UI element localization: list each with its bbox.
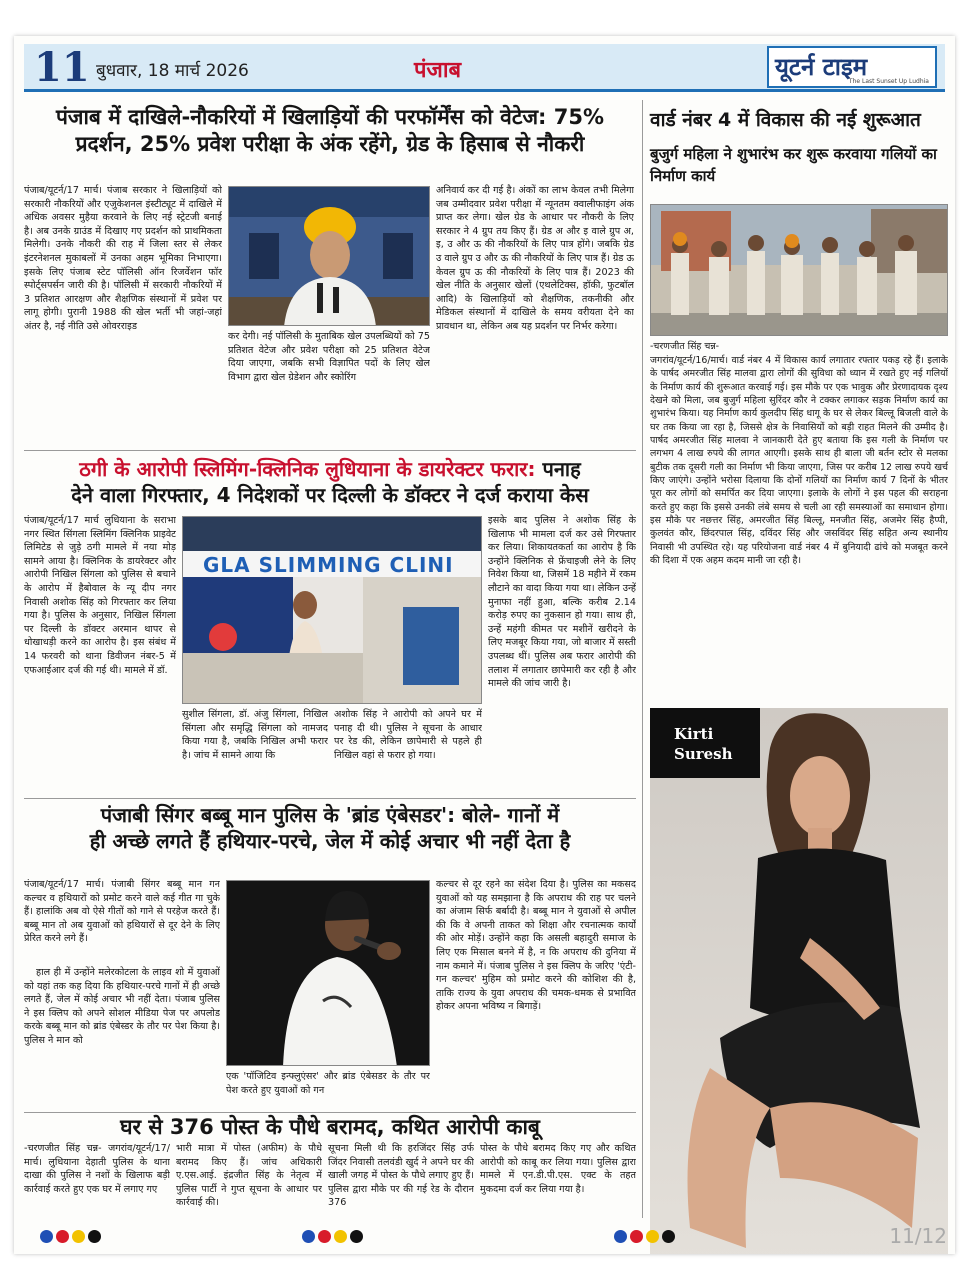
story3-column-3: कल्चर से दूर रहने का संदेश दिया है। पुलिस का मकसद युवाओं को यह समझाना है कि अपराध की राह पर चलने का अंजाम सिर्फ बर्बादी है। बब्बू मान ने युवाओं से अपील की कि वे अपनी ताकत को शिक्षा और रचनात्मक कार्यों की ओर मोड़ें। उन्होंने कहा कि असली बहादुरी समाज के लिए एक मिसाल बनने में है, न कि अपराध की दुनिया में नाम कमाने में। पंजाब पुलिस ने इस क्लिप के जरिए 'एंटी-गन कल्चर' मुहिम को प्रमोट करने की कोशिश की है, ताकि राज्य के युवा अपराध की चमक-धमक से प्रभावित होकर अपना भविष्य न बिगाड़ें। — [436, 879, 636, 1013]
story1-headline — [24, 104, 636, 159]
clinic-sign-text: GLA SLIMMING CLINI — [203, 553, 454, 577]
story2-photo-clinic — [182, 516, 482, 704]
footer-color-dots — [40, 1230, 101, 1243]
story2-column-3: अशोक सिंह ने आरोपी को अपने घर में पनाह दी थी। पुलिस ने सूचना के आधार पर रेड की, लेकिन छापेमारी से पहले ही निखिल वहां से फरार हो गया। — [334, 709, 482, 761]
footer-color-dots — [302, 1230, 363, 1243]
story1-column-2: कर देगी। नई पॉलिसी के मुताबिक खेल उपलब्धियों को 75 प्रतिशत वेटेज और प्रवेश परीक्षा को 25 प्रतिशत वेटेज दिया जाएगा, जबकि सभी विज्ञापित पदों के लिए खेल विभाग द्वारा खेल ग्रेडेशन और स्कोरिंग — [228, 331, 430, 383]
story2-headline — [24, 456, 636, 508]
color-dot — [40, 1230, 53, 1243]
color-dot — [334, 1230, 347, 1243]
story-divider — [24, 450, 636, 451]
sidebar-headline: वार्ड नंबर 4 में विकास की नई शुरूआत — [650, 109, 921, 131]
story2-column-4: इसके बाद पुलिस ने अशोक सिंह के खिलाफ भी मामला दर्ज कर उसे गिरफ्तार कर लिया। शिकायतकर्ता का आरोप है कि उन्होंने क्लिनिक से फ्रेंचाइजी लेने के लिए निवेश किया था, जिसमें 18 महीने में रकम लौटाने का वादा किया गया था। लेकिन उन्हें मुनाफा नहीं हुआ, बल्कि करीब 2.14 करोड़ रुपए का नुकसान हो गया। साथ ही, उन्हें महंगी कीमत पर मशीनें खरीदने के लिए मजबूर किया गया, जो बाजार में सस्ती उपलब्ध थीं। पुलिस अब फरार आरोपी की तलाश में लगातार छापेमारी कर रही है और मामले की जांच जारी है। — [488, 515, 636, 690]
story2-column-1: पंजाब/यूटर्न/17 मार्च लुधियाना के सराभा नगर स्थित सिंगला स्लिमिंग क्लिनिक प्राइवेट लिमिटेड से जुड़े ठगी मामले में नया मोड़ सामने आया है। क्लिनिक के डायरेक्टर और आरोपी निखिल सिंगला को पुलिस से बचाने के आरोप में हैबोवाल के न्यू दीप नगर निवासी अशोक सिंह को गिरफ्तार कर लिया गया है। पुलिस के अनुसार, निखिल सिंगला पर दिल्ली के डॉक्टर अरमान थापर से धोखाधड़ी करने का आरोप है। इस संबंध में 14 फरवरी को थाना डिवीजन नंबर-5 में एफआईआर दर्ज की गई थी। मामले में डॉ. — [24, 515, 176, 676]
story4-headline: घर से 376 पोस्त के पौधे बरामद, कथित आरोपी काबू — [120, 1115, 540, 1139]
clinic-illustration — [183, 517, 482, 704]
story-divider — [24, 1112, 636, 1113]
story3-headline-line2: ही अच्छे लगते हैं हथियार-परचे, जेल में कोई अचार भी नहीं देता है — [89, 829, 571, 853]
page-number: 11 — [34, 44, 90, 91]
singer-illustration — [227, 881, 430, 1066]
story3-column-1a: पंजाब/यूटर्न/17 मार्च। पंजाबी सिंगर बब्बू मान गन कल्चर व हथियारों को प्रमोट करने वाले कई गीत गा चुके हैं। हालांकि अब वो ऐसे गीतों को गाने से परहेज करते हैं। बब्बू मान तो अब युवाओं को हथियारों से दूर देने के लिए प्रेरित करने लगे हैं। — [24, 879, 220, 945]
newspaper-page — [14, 36, 955, 1254]
page-indicator: 11/12 — [889, 1224, 947, 1248]
story1-photo-press-conference — [228, 186, 430, 326]
sidebar-byline: -चरणजीत सिंह चन्न- — [650, 341, 720, 352]
story-divider — [24, 798, 636, 799]
column-divider — [642, 100, 643, 1218]
color-dot — [662, 1230, 675, 1243]
story4-column-2: भारी मात्रा में पोस्त (अफीम) के पौधे बरामद किए हैं। जांच अधिकारी ए.एस.आई. इंद्रजीत सिंह के नेतृत्व में पुलिस पार्टी ने गुप्त सूचना के आधार पर कार्रवाई की। — [176, 1143, 322, 1209]
ward-residents-illustration — [651, 205, 948, 336]
color-dot — [72, 1230, 85, 1243]
story3-headline — [24, 802, 636, 854]
color-dot — [318, 1230, 331, 1243]
story4-column-1: -चरणजीत सिंह चन्न- जगरांव/यूटर्न/17/मार्च। लुधियाना देहाती पुलिस के थाना दाखा की पुलिस ने नशों के खिलाफ बड़ी कार्रवाई करते हुए एक घर में लगाए गए — [24, 1143, 170, 1195]
story1-headline-line2: प्रदर्शन, 25% प्रवेश परीक्षा के अंक रहेंगे, ग्रेड के हिसाब से नौकरी — [75, 132, 585, 157]
footer-color-dots — [614, 1230, 675, 1243]
feature-label-line2: Suresh — [674, 745, 733, 764]
brand-tagline: The Last Sunset Up Ludhia — [848, 78, 929, 85]
color-dot — [350, 1230, 363, 1243]
color-dot — [88, 1230, 101, 1243]
masthead — [24, 44, 945, 92]
story4-column-4: पोस्त के पौधे बरामद किए गए और कथित आरोपी को काबू कर लिया गया। पुलिस द्वारा मामले में एन.डी.पी.एस. एक्ट के तहत मुकदमा दर्ज कर लिया गया है। — [480, 1143, 636, 1195]
story3-photo-singer — [226, 880, 430, 1066]
brand-name: यूटर्न टाइम — [775, 53, 868, 81]
story2-headline-line1b: पनाह — [542, 457, 581, 481]
story2-column-2: सुशील सिंगला, डॉ. अंजु सिंगला, निखिल सिंगला और समृद्धि सिंगला को नामजद किया गया है, जबकि निखिल अभी फरार है। जांच में सामने आया कि — [182, 709, 328, 761]
story3-column-1b: हाल ही में उन्होंने मलेरकोटला के लाइव शो में युवाओं को यहां तक कह दिया कि हथियार-परचे गानों में ही अच्छे लगते हैं, जेल में कोई अचार भी नहीं देता। पंजाब पुलिस ने इस क्लिप को अपने सोशल मीडिया पेज पर अपलोड करके बब्बू मान को ब्रांड एंबेस्डर के तौर पर पेश किया है। पुलिस ने मान को — [24, 967, 220, 1047]
story3-headline-line1: पंजाबी सिंगर बब्बू मान पुलिस के 'ब्रांड एंबेसडर': बोले- गानों में — [100, 803, 560, 827]
section-title: पंजाब — [414, 58, 462, 83]
story3-column-2: एक 'पॉजिटिव इन्फ्लुएंसर' और ब्रांड एंबेसडर के तौर पर पेश करते हुए युवाओं को गन — [226, 1071, 430, 1096]
color-dot — [646, 1230, 659, 1243]
color-dot — [614, 1230, 627, 1243]
sidebar-photo-ward-residents — [650, 204, 948, 336]
story2-headline-line1: ठगी के आरोपी स्लिमिंग-क्लिनिक लुधियाना के डायरेक्टर फरार: — [79, 457, 536, 481]
brand-logo — [767, 46, 937, 88]
issue-date: बुधवार, 18 मार्च 2026 — [96, 61, 249, 81]
color-dot — [630, 1230, 643, 1243]
feature-label-line1: Kirti — [674, 725, 714, 743]
story2-headline-line2: देने वाला गिरफ्तार, 4 निदेशकों पर दिल्ली के डॉक्टर ने दर्ज कराया केस — [71, 483, 589, 507]
color-dot — [56, 1230, 69, 1243]
story1-headline-line1: पंजाब में दाखिले-नौकरियों में खिलाड़ियों की परफॉर्मेंस को वेटेज: 75% — [55, 105, 604, 129]
story2-headline-line1-wrap — [24, 456, 636, 482]
press-conference-illustration — [229, 187, 430, 326]
story1-column-1: पंजाब/यूटर्न/17 मार्च। पंजाब सरकार ने खिलाड़ियों को सरकारी नौकरियों और एजुकेशनल इंस्टीट्यूट में दाखिले में अधिक अवसर मुहैया करवाने के लिए नई स्ट्रेटजी बनाई है। अब उनके ग्राउंड में दिखाए गए प्रदर्शन को प्राथमिकता मिलेगी। उनके नौकरी की राह में जिला स्तर से लेकर इंटरनेशनल मुकाबलों में उनका अहम भूमिका निभाएगा। इसके लिए पंजाब स्टेट पॉलिसी ऑन रिजर्वेशन फॉर स्पोर्ट्सपर्सन जारी की है। पॉलिसी में सरकारी नौकरियों में 3 प्रतिशत आरक्षण और शैक्षणिक संस्थानों में प्रवेश पर लागू होगी। पुरानी 1988 की खेल भर्ती भी जहां-जहां अंतर है, नई नीति उसे ओवरराइड — [24, 185, 222, 333]
sidebar-body: जगरांव/यूटर्न/16/मार्च। वार्ड नंबर 4 में विकास कार्य लगातार रफ्तार पकड़ रहे हैं। इलाके के पार्षद अमरजीत सिंह मालवा द्वारा लोगों की सुविधा को ध्यान में रखते हुए नई गलियों के निर्माण कार्य की शुरूआत करवाई गई। इस मौके पर एक भावुक और प्रेरणादायक दृश्य देखने को मिला, जब बुजुर्ग महिला सुरिंदर कौर ने टक्कर लगाकर सड़क निर्माण कार्य का शुभारंभ किया। यह निर्माण कार्य कुलदीप सिंह धागू के घर से लेकर बिल्लू बिजली वाले के घर तक किया जा रहा है, जिससे क्षेत्र के निवासियों को बड़ी राहत मिलने की उम्मीद है। पार्षद अमरजीत सिंह मालवा ने जानकारी देते हुए बताया कि इस गली के निर्माण पर लगभग 4 लाख रुपये की लागत आएगी। इसके साथ ही बाला जी बर्तन स्टोर से मलका बुटीक तक दूसरी गली का निर्माण भी किया जाएगा, जिस पर करीब 12 लाख रुपये खर्च किए जाएंगे। उन्होंने भरोसा दिलाया कि दोनों गलियों का निर्माण कार्य 7 दिनों के भीतर पूरा कर लोगों को समर्पित कर दिया जाएगा। इलाके के लोगों ने इस पहल की सराहना करते हुए कहा कि इससे उनकी लंबे समय से चली आ रही समस्याओं का समाधान होगा। इस मौके पर नछत्तर सिंह, अमरजीत सिंह बिल्लू, मनजीत सिंह, अजमेर सिंह हैप्पी, कुलवंत कौर, छिंदरपाल सिंह, दविंदर सिंह और जसविंदर सिंह सहित अन्य स्थानीय निवासी भी उपस्थित रहे। यह परियोजना वार्ड नंबर 4 में बुनियादी ढांचे को मजबूत करने की दिशा में एक अहम कदम मानी जा रही है। — [650, 355, 948, 567]
story1-column-3: अनिवार्य कर दी गई है। अंकों का लाभ केवल तभी मिलेगा जब उम्मीदवार प्रवेश परीक्षा में न्यूनतम क्वालीफाइंग अंक प्राप्त कर लेगा। खेल ग्रेड के आधार पर नौकरी के लिए सरकार ने 4 ग्रुप तय किए हैं। ग्रेड अ और इ वाले ग्रुप अ, इ, उ और ऊ की नौकरियों के लिए पात्र होंगे। जबकि ग्रेड उ वाले ग्रुप उ और ऊ की नौकरियों के लिए पात्र हैं। ग्रेड ऊ केवल ग्रुप ऊ की नौकरियों के लिए पात्र हैं। 2023 की खेल नीति के अनुसार खेलों (एथलेटिक्स, हॉकी, फुटबॉल आदि) के खिलाड़ियों को शैक्षणिक, तकनीकी और मेडिकल संस्थानों में दाखिले के समय वरीयता देने का प्रावधान था, लेकिन अब यह प्रदर्शन पर निर्भर करेगा। — [436, 185, 634, 333]
feature-photo-illustration — [650, 708, 948, 1254]
sidebar-subhead: बुजुर्ग महिला ने शुभारंभ कर शुरू करवाया गलियों का निर्माण कार्य — [650, 145, 937, 185]
feature-photo-label — [674, 724, 733, 765]
color-dot — [302, 1230, 315, 1243]
story4-column-3: सूचना मिली थी कि हरजिंदर सिंह उर्फ जिंदर निवासी तलवंडी खुर्द ने अपने घर की खाली जगह में पोस्त के पौधे लगाए हुए हैं। पुलिस द्वारा मौके पर की गई रेड के दौरान 376 — [328, 1143, 474, 1209]
feature-photo — [650, 708, 948, 1254]
